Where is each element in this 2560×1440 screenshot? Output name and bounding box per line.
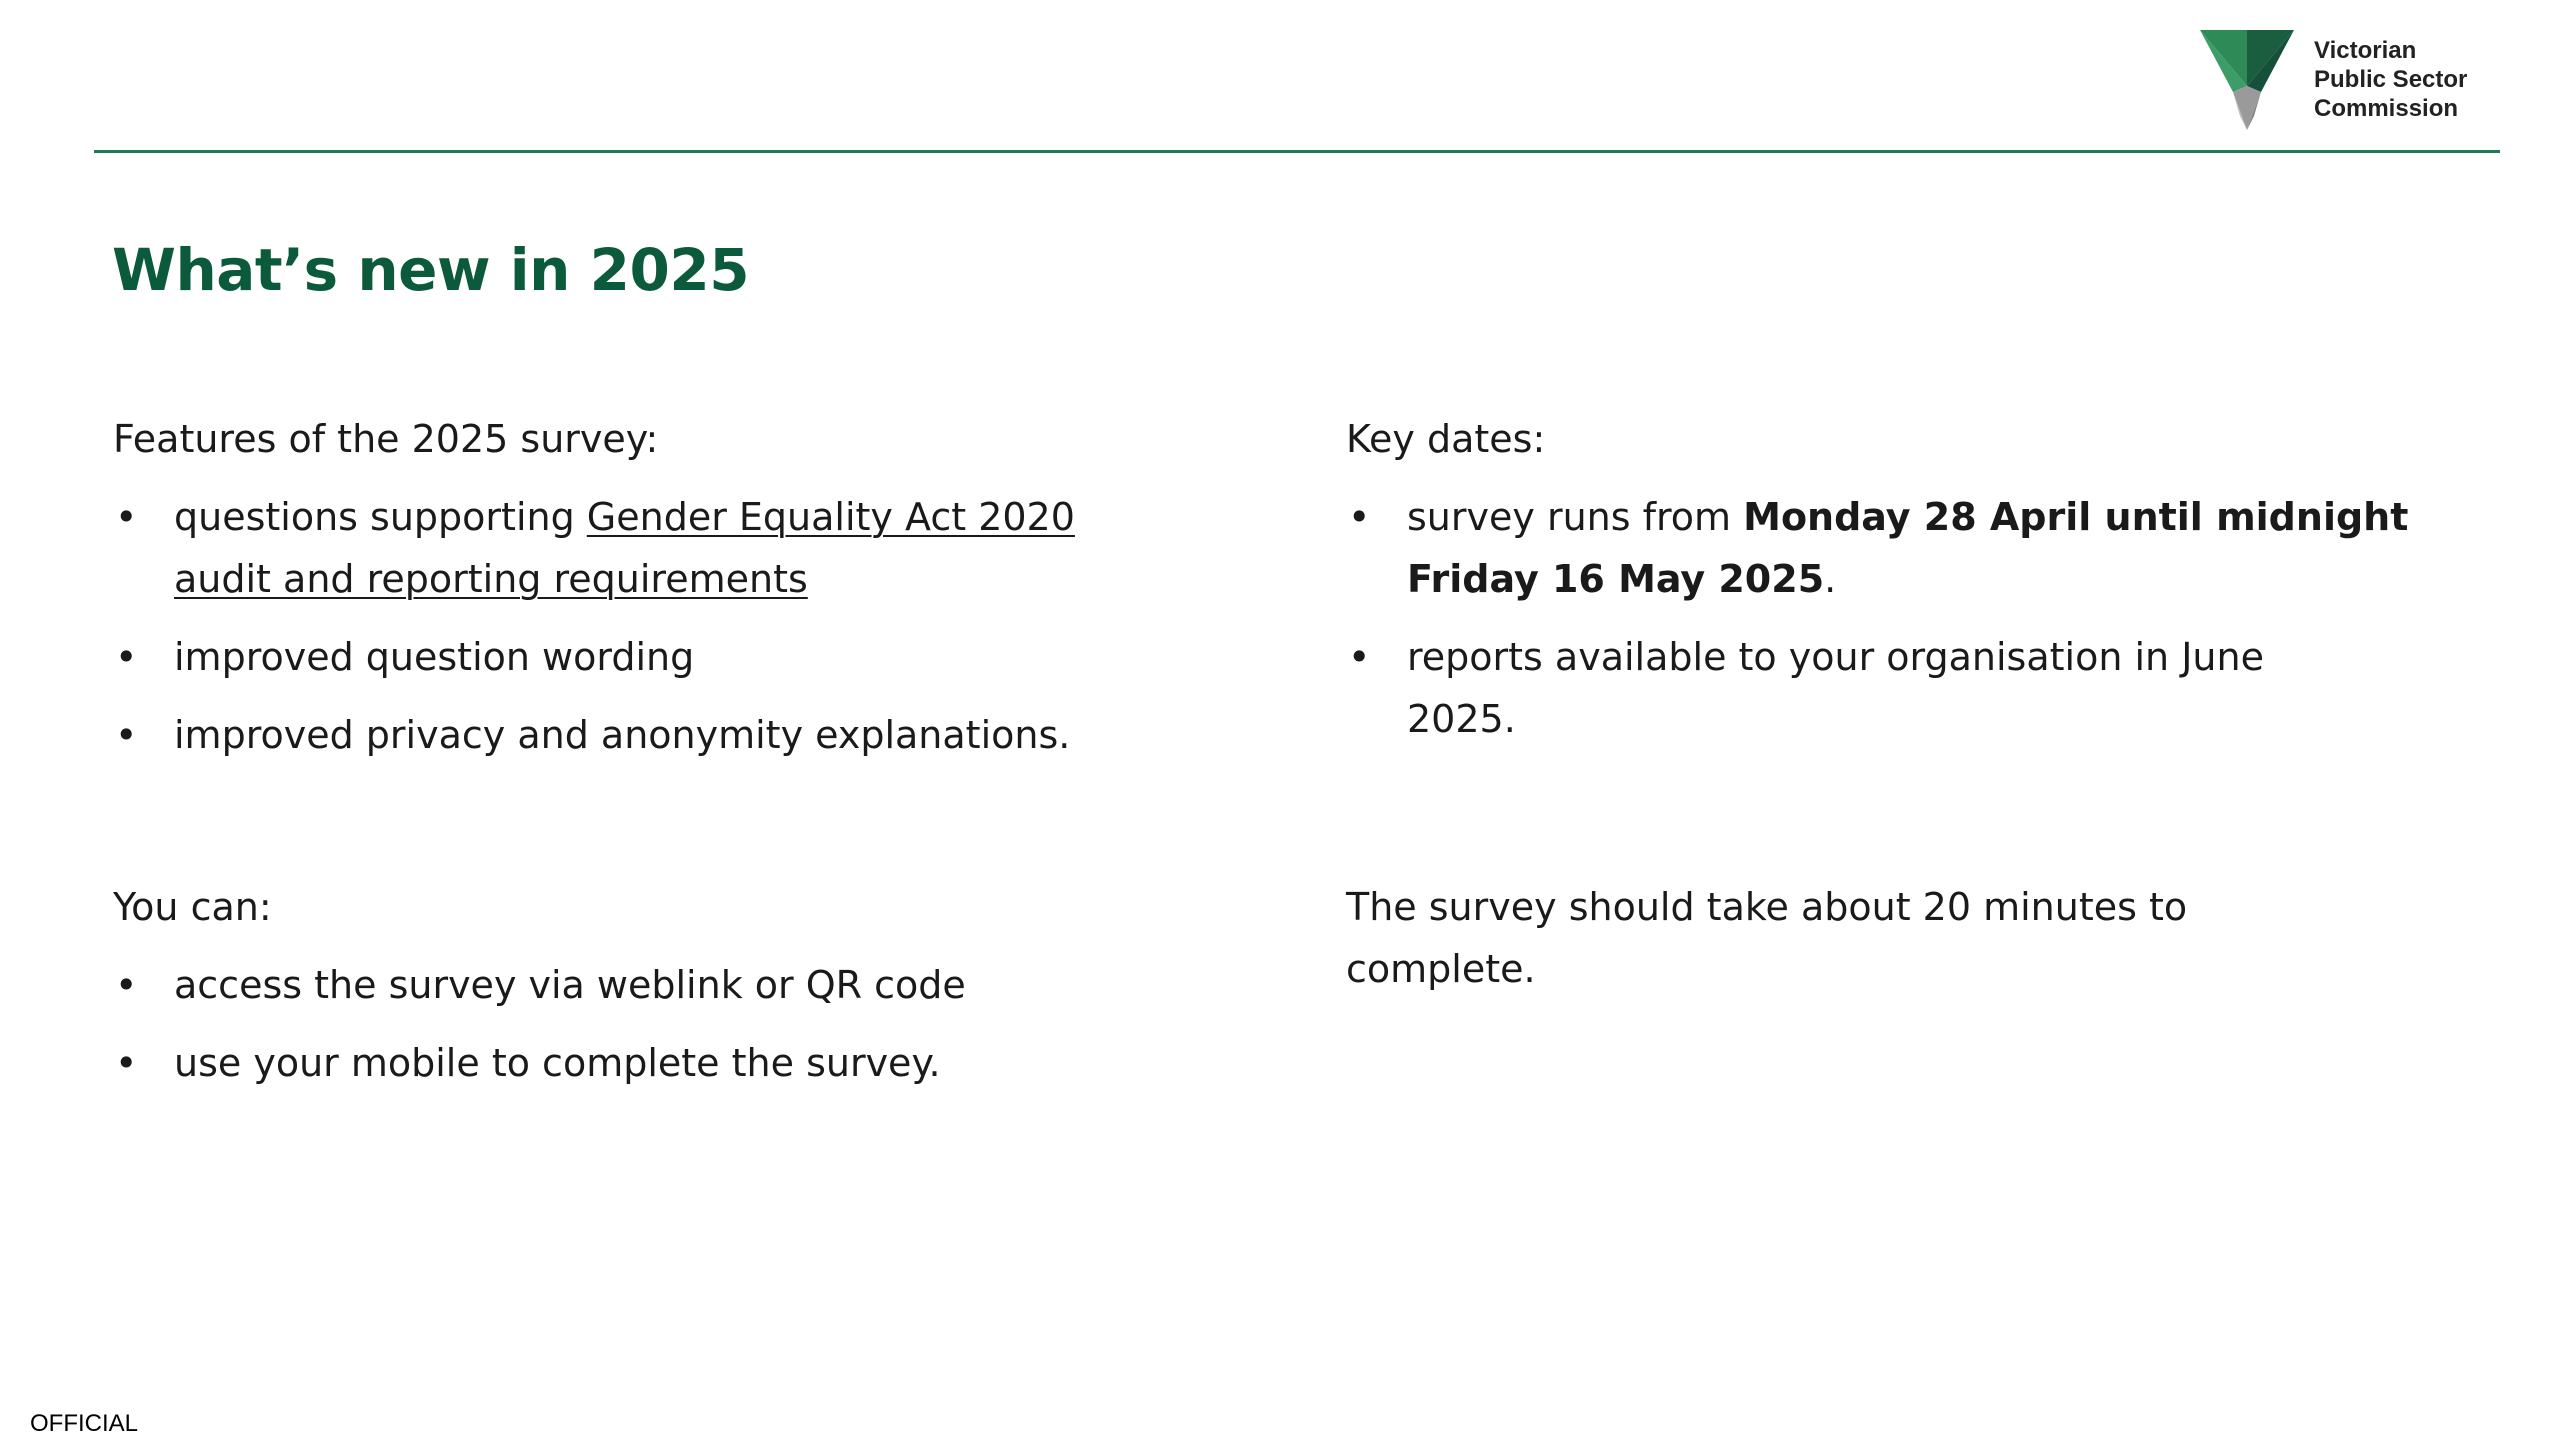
feature-1-prefix: questions supporting (174, 495, 587, 539)
duration-line-1: The survey should take about 20 minutes to (1346, 885, 2188, 929)
list-item (113, 1032, 1293, 1094)
bullet-icon: • (1348, 495, 1371, 539)
bullet-icon: • (115, 635, 138, 679)
features-list (113, 486, 1293, 766)
you-can-list (113, 954, 1293, 1094)
classification-label: OFFICIAL (30, 1410, 139, 1437)
you-can-heading: You can: (113, 885, 272, 929)
logo-line-3: Commission (2314, 95, 2459, 122)
reports-line-2: 2025. (1407, 697, 1516, 741)
key-dates-heading: Key dates: (1346, 417, 1546, 461)
gender-equality-act-link[interactable]: Gender Equality Act 2020 (586, 495, 1075, 539)
feature-3-text: improved privacy and anonymity explanations. (174, 713, 1071, 757)
list-item (113, 626, 1293, 688)
bullet-icon: • (115, 495, 138, 539)
list-item (113, 704, 1293, 766)
vpsc-logo (2200, 30, 2467, 132)
survey-start-date: Monday 28 April until midnight (1743, 495, 2409, 539)
bullet-icon: • (115, 1041, 138, 1085)
list-item (1346, 486, 2486, 610)
survey-end-date: Friday 16 May 2025 (1407, 557, 1825, 601)
header-divider (94, 150, 2500, 153)
feature-2-text: improved question wording (174, 635, 695, 679)
list-item (1346, 626, 2486, 750)
vpsc-logo-icon (2200, 30, 2294, 132)
logo-wordmark (2314, 36, 2467, 123)
reports-line-1: reports available to your organisation in June (1407, 635, 2264, 679)
you-can-2-text: use your mobile to complete the survey. (174, 1041, 941, 1085)
key-dates-list (1346, 486, 2486, 750)
list-item (113, 954, 1293, 1016)
you-can-1-text: access the survey via weblink or QR code (174, 963, 966, 1007)
survey-runs-suffix: . (1824, 557, 1837, 601)
survey-runs-prefix: survey runs from (1407, 495, 1744, 539)
page-title: What’s new in 2025 (112, 236, 750, 304)
bullet-icon: • (115, 713, 138, 757)
right-column (1346, 408, 2486, 1000)
logo-line-2: Public Sector (2314, 66, 2468, 93)
list-item (113, 486, 1293, 610)
duration-line-2: complete. (1346, 947, 1536, 991)
audit-requirements-link[interactable]: audit and reporting requirements (174, 557, 808, 601)
left-column (113, 408, 1293, 1110)
bullet-icon: • (115, 963, 138, 1007)
logo-line-1: Victorian (2314, 37, 2417, 64)
bullet-icon: • (1348, 635, 1371, 679)
features-heading: Features of the 2025 survey: (113, 417, 659, 461)
